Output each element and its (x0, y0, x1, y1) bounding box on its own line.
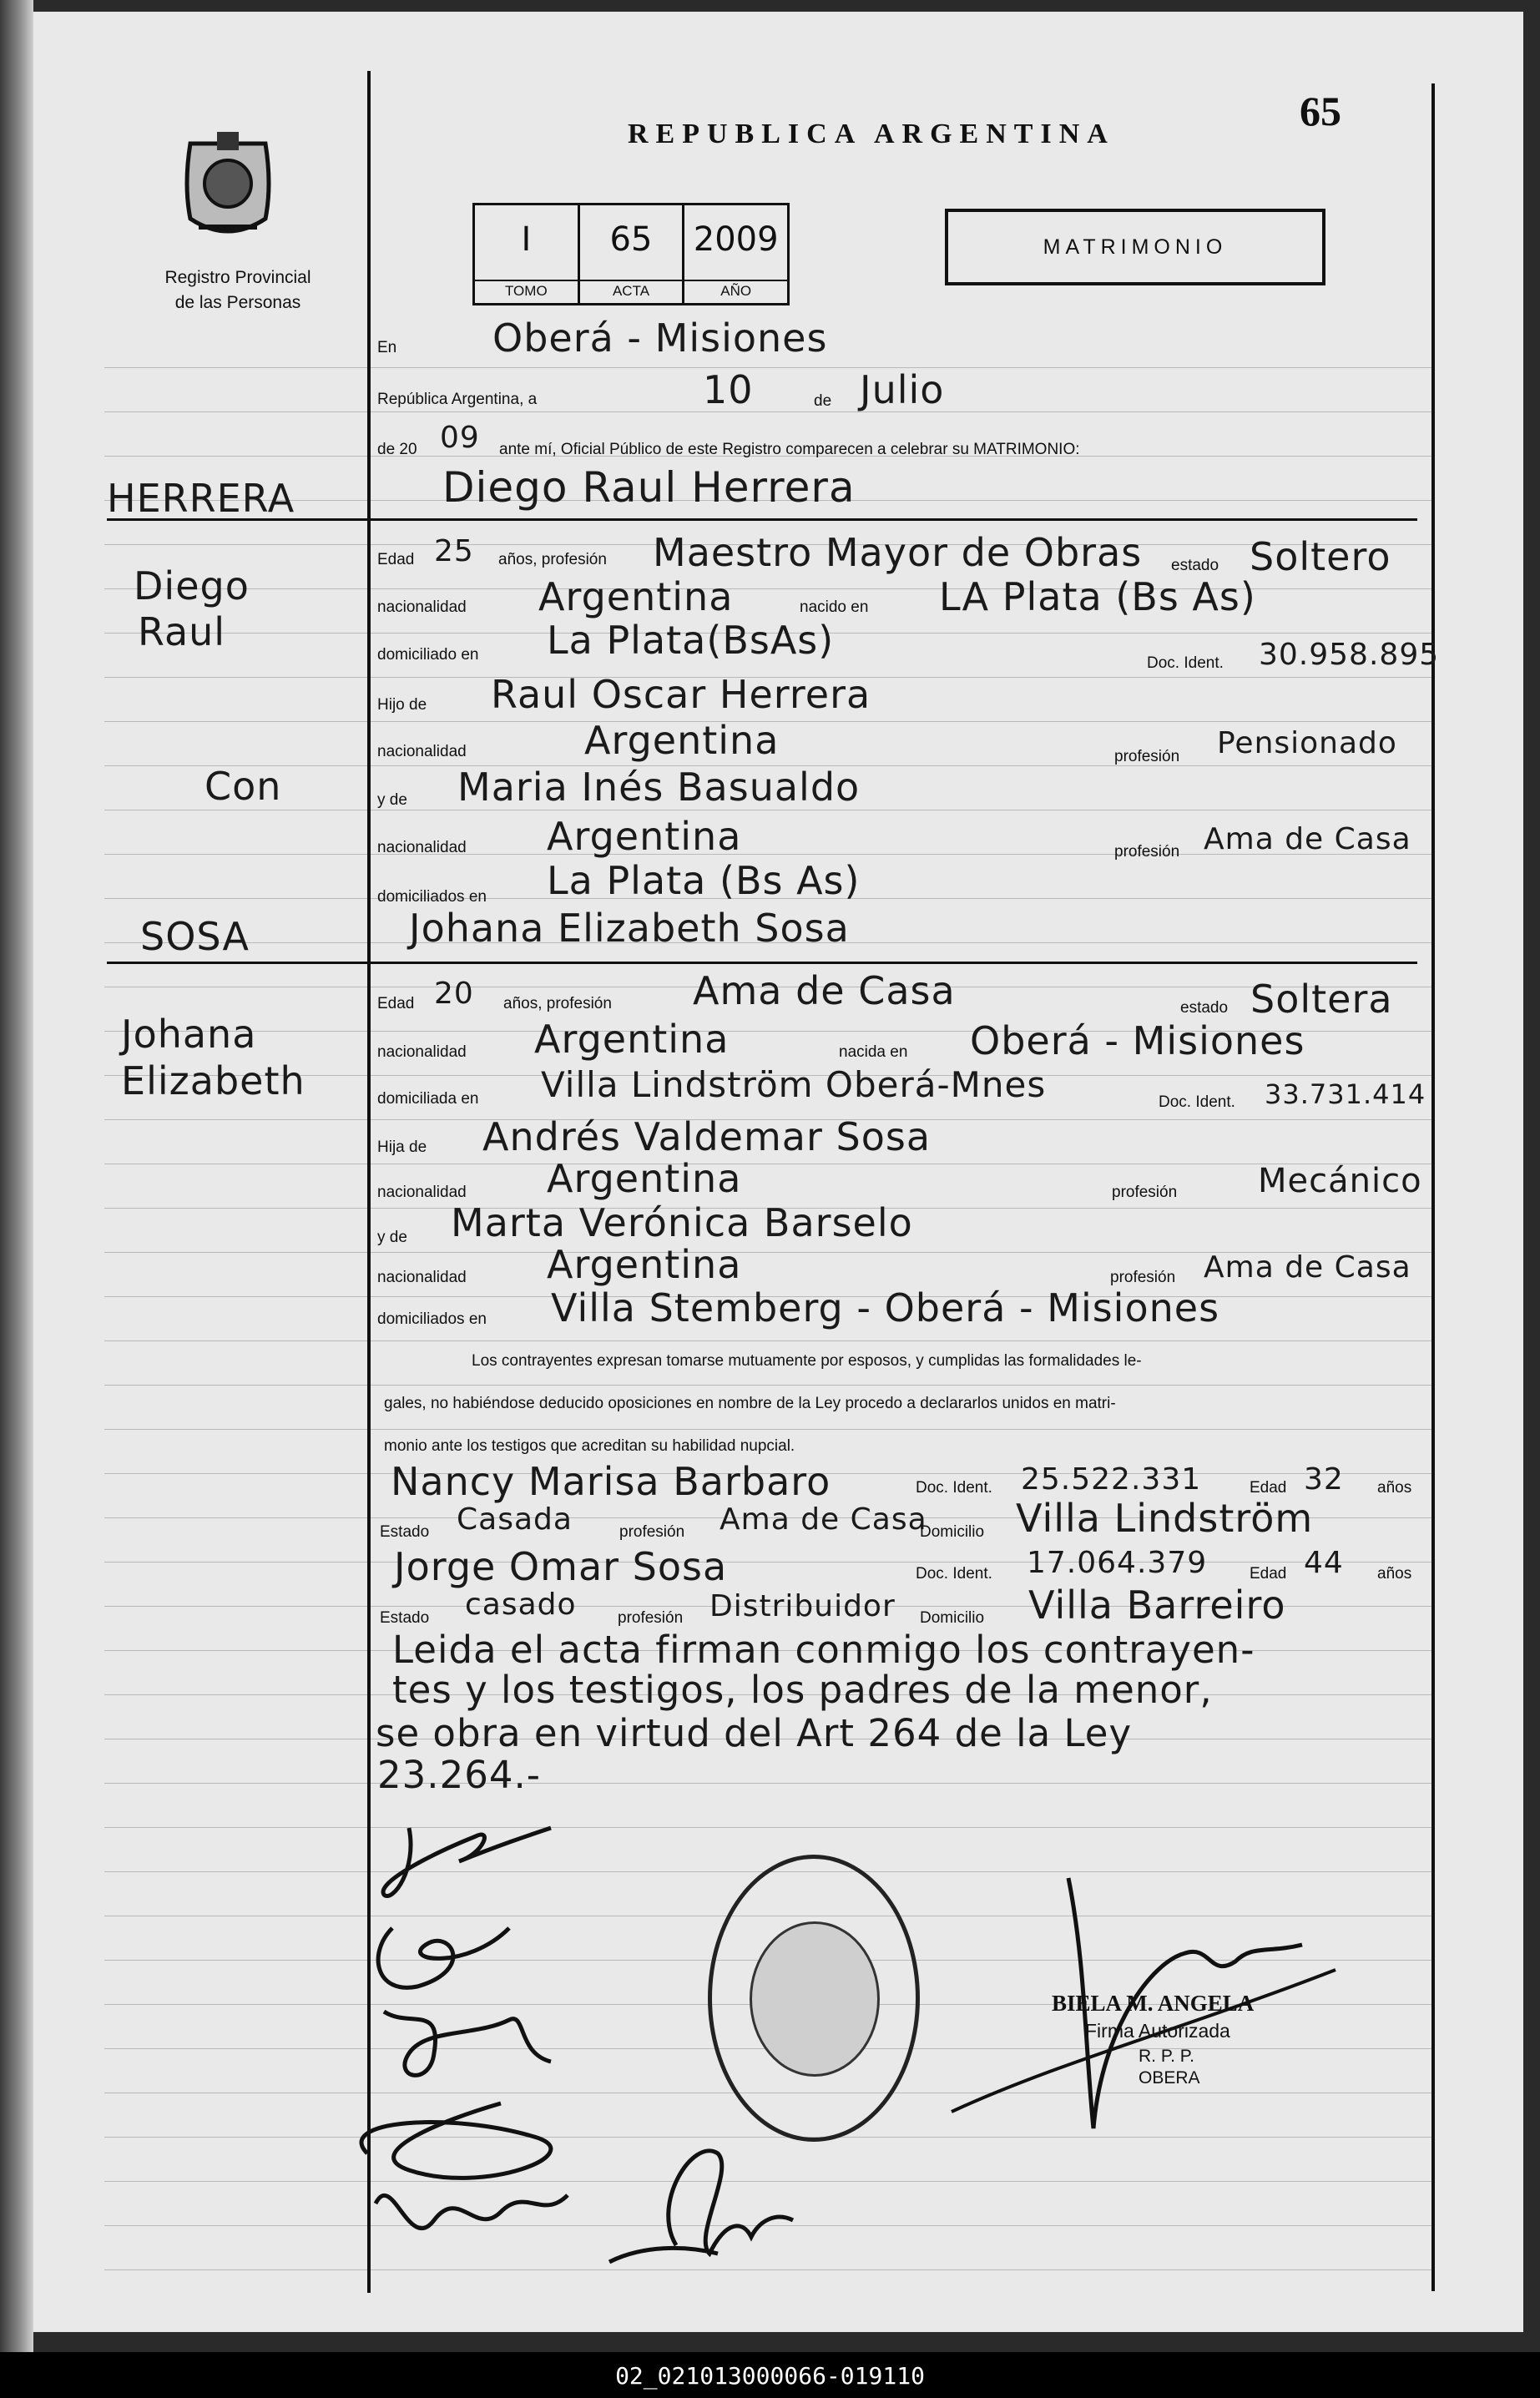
groom-age: 25 (434, 534, 474, 568)
official-name: BIELA M. ANGELA (1052, 1991, 1255, 2016)
month-de-label: de (814, 392, 832, 410)
bride-mother-nationality: Argentina (547, 1242, 742, 1287)
groom-father-prof-label: profesión (1114, 748, 1180, 765)
margin-con: Con (204, 764, 282, 809)
page-number: 65 (1300, 88, 1341, 134)
ruled-line (104, 411, 1431, 412)
groom-anos-profesion-label: años, profesión (498, 551, 607, 568)
bride-parents-domicile: Villa Stemberg - Oberá - Misiones (551, 1285, 1220, 1330)
bride-nationality: Argentina (534, 1017, 730, 1062)
bride-parents-dom-label: domiciliados en (377, 1310, 487, 1328)
margin-bride-names-2: Elizabeth (121, 1058, 305, 1103)
scan-footer (0, 2352, 1540, 2398)
witness2-domicile: Villa Barreiro (1028, 1583, 1286, 1628)
groom-domicile: La Plata(BsAs) (547, 618, 835, 663)
bride-father-profession: Mecánico (1258, 1162, 1422, 1200)
witness2-name: Jorge Omar Sosa (394, 1544, 728, 1589)
closing-note-line-2: tes y los testigos, los padres de la menor, (392, 1668, 1213, 1712)
witness2-estado: casado (465, 1588, 577, 1622)
republica-label: República Argentina, a (377, 391, 538, 408)
day-value: 10 (703, 367, 754, 412)
groom-nacionalidad-label: nacionalidad (377, 598, 467, 616)
groom-domiciliado-label: domiciliado en (377, 646, 479, 664)
groom-mother-prof-label: profesión (1114, 843, 1180, 861)
groom-yde-label: y de (377, 791, 407, 809)
groom-father-profession: Pensionado (1217, 726, 1397, 760)
bride-father-nationality: Argentina (547, 1156, 742, 1201)
witness1-estado-label: Estado (380, 1523, 430, 1541)
bride-doc-label: Doc. Ident. (1159, 1093, 1235, 1111)
document-type-box (945, 209, 1325, 285)
witness1-profession: Ama de Casa (720, 1502, 927, 1537)
volume-record-year-box (472, 203, 790, 305)
country-title: REPUBLICA ARGENTINA (628, 119, 1115, 149)
margin-groom-names-1: Diego (134, 563, 250, 608)
en-label: En (377, 339, 397, 356)
margin-bride-names-1: Johana (121, 1012, 257, 1057)
bride-estado: Soltera (1250, 977, 1393, 1022)
groom-mother-nationality: Argentina (547, 814, 742, 859)
month-value: Julio (860, 367, 945, 412)
groom-doc: 30.958.895 (1259, 638, 1440, 672)
groom-mother-profession: Ama de Casa (1204, 822, 1411, 856)
witness2-anos-label: años (1377, 1565, 1412, 1583)
groom-father-nat-label: nacionalidad (377, 743, 467, 760)
bride-profession: Ama de Casa (693, 968, 956, 1013)
groom-separator-line (107, 518, 1417, 521)
bride-edad-label: Edad (377, 995, 415, 1012)
bride-separator-line (107, 962, 1417, 964)
declaration-line-3: monio ante los testigos que acreditan su habilidad nupcial. (384, 1437, 795, 1455)
official-signature (593, 2120, 810, 2270)
declaration-line-1: Los contrayentes expresan tomarse mutuamente por esposos, y cumplidas las formalidades le- (472, 1352, 1142, 1370)
bride-hija-label: Hija de (377, 1138, 427, 1156)
witness1-profesion-label: profesión (619, 1523, 685, 1541)
official-office: R. P. P. (1139, 2047, 1194, 2066)
scan-code: 02_021013000066-019110 (615, 2362, 925, 2390)
groom-nacido-label: nacido en (800, 598, 869, 616)
witness1-domicile: Villa Lindström (1016, 1496, 1314, 1541)
witness1-estado: Casada (457, 1502, 573, 1537)
witness1-age: 32 (1304, 1462, 1344, 1497)
ano-cell (684, 205, 787, 303)
witness2-doc: 17.064.379 (1027, 1546, 1208, 1580)
provincial-seal-icon (174, 127, 282, 244)
ano-value: 2009 (693, 220, 779, 259)
bride-domiciliada-label: domiciliada en (377, 1090, 479, 1108)
bride-nacida-label: nacida en (839, 1043, 908, 1061)
bride-domicile: Villa Lindström Oberá-Mnes (541, 1064, 1047, 1105)
margin-groom-names-2: Raul (138, 609, 226, 654)
bride-father: Andrés Valdemar Sosa (482, 1114, 932, 1159)
document-type-label: MATRIMONIO (1043, 235, 1228, 259)
bride-doc: 33.731.414 (1265, 1078, 1426, 1110)
stamp-emblem-icon (750, 1921, 880, 2077)
registry-line-1: Registro Provincial (164, 268, 311, 287)
bride-father-prof-label: profesión (1112, 1184, 1178, 1201)
groom-profession: Maestro Mayor de Obras (653, 530, 1143, 575)
statement-text: ante mí, Oficial Público de este Registro comparecen a celebrar su MATRIMONIO: (499, 441, 1080, 458)
place-value: Oberá - Misiones (492, 316, 828, 361)
acta-cell (580, 205, 685, 303)
bride-birthplace: Oberá - Misiones (970, 1018, 1305, 1063)
acta-label: ACTA (580, 280, 683, 300)
bride-yde-label: y de (377, 1229, 407, 1246)
bride-mother-prof-label: profesión (1110, 1269, 1176, 1286)
bride-mother-nat-label: nacionalidad (377, 1269, 467, 1286)
witness1-domicilio-label: Domicilio (920, 1523, 985, 1541)
bride-mother-profession: Ama de Casa (1204, 1250, 1411, 1285)
tomo-value: I (521, 220, 532, 259)
groom-edad-label: Edad (377, 551, 415, 568)
registry-stamp (708, 1855, 920, 2142)
witness2-profession: Distribuidor (709, 1589, 896, 1623)
margin-bride-surname: SOSA (140, 914, 250, 959)
groom-hijo-label: Hijo de (377, 696, 427, 714)
year-prefix-label: de 20 (377, 441, 417, 458)
ano-label: AÑO (684, 280, 787, 300)
closing-note-line-4: 23.264.- (377, 1753, 541, 1797)
groom-mother: Maria Inés Basualdo (457, 765, 861, 810)
bride-nacionalidad-label: nacionalidad (377, 1043, 467, 1061)
witness2-edad-label: Edad (1250, 1565, 1287, 1583)
bride-father-nat-label: nacionalidad (377, 1184, 467, 1201)
groom-parents-dom-label: domiciliados en (377, 888, 487, 906)
ruled-line (104, 1385, 1431, 1386)
groom-father: Raul Oscar Herrera (491, 672, 871, 717)
book-spine-shadow (0, 0, 33, 2398)
witness1-anos-label: años (1377, 1479, 1412, 1497)
groom-nationality: Argentina (538, 574, 734, 619)
ruled-line (104, 1429, 1431, 1430)
groom-estado: Soltero (1250, 534, 1391, 579)
witness1-doc-label: Doc. Ident. (916, 1479, 992, 1497)
ruled-line (104, 1783, 1431, 1784)
witness2-doc-label: Doc. Ident. (916, 1565, 992, 1583)
registry-name (100, 265, 376, 316)
tomo-label: TOMO (475, 280, 578, 300)
bride-age: 20 (434, 977, 474, 1011)
groom-birthplace: LA Plata (Bs As) (939, 574, 1256, 619)
groom-doc-label: Doc. Ident. (1147, 654, 1224, 672)
declaration-line-2: gales, no habiéndose deducido oposiciones en nombre de la Ley procedo a declararlos unidos en matri- (384, 1395, 1116, 1412)
margin-groom-surname: HERRERA (107, 476, 295, 521)
year-suffix-value: 09 (440, 421, 480, 455)
witness2-profesion-label: profesión (618, 1609, 684, 1627)
closing-note-line-3: se obra en virtud del Art 264 de la Ley (376, 1711, 1133, 1755)
groom-father-nationality: Argentina (584, 718, 780, 763)
bride-full-name: Johana Elizabeth Sosa (409, 906, 850, 951)
witness2-estado-label: Estado (380, 1609, 430, 1627)
groom-estado-label: estado (1171, 557, 1219, 574)
official-title: Firma Autorizada (1085, 2020, 1230, 2042)
official-city: OBERA (1139, 2068, 1200, 2088)
registry-line-2: de las Personas (174, 293, 301, 312)
groom-mother-nat-label: nacionalidad (377, 839, 467, 856)
bride-mother: Marta Verónica Barselo (451, 1200, 913, 1245)
tomo-cell (475, 205, 580, 303)
bride-estado-label: estado (1180, 999, 1229, 1017)
ruled-line (104, 367, 1431, 368)
groom-parents-domicile: La Plata (Bs As) (547, 858, 861, 903)
witness1-name: Nancy Marisa Barbaro (391, 1459, 831, 1504)
witness1-doc: 25.522.331 (1021, 1462, 1202, 1497)
right-frame-line (1431, 83, 1435, 2291)
witness1-edad-label: Edad (1250, 1479, 1287, 1497)
closing-note-line-1: Leida el acta firman conmigo los contrayen- (392, 1628, 1255, 1672)
acta-value: 65 (609, 220, 653, 259)
ruled-line (104, 1827, 1431, 1828)
bride-anos-profesion-label: años, profesión (503, 995, 612, 1012)
groom-full-name: Diego Raul Herrera (442, 463, 856, 512)
witness2-domicilio-label: Domicilio (920, 1609, 985, 1627)
witness2-age: 44 (1304, 1546, 1344, 1580)
ruled-line (104, 1340, 1431, 1341)
